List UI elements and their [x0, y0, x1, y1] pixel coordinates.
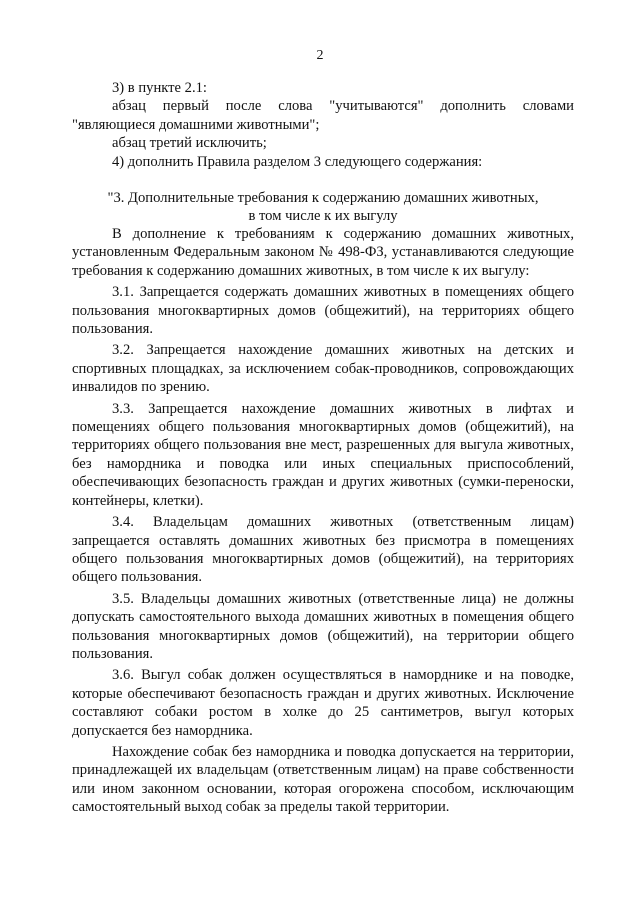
paragraph: 3.5. Владельцы домашних животных (ответственные лица) не должны допускать самостоятельного выхода домашних животных в помещения общего пользования многоквартирных домов (общежитий), на территории общего пользования. — [72, 590, 574, 662]
amendment-item: 3) в пункте 2.1: — [112, 80, 207, 96]
paragraph: 3.3. Запрещается нахождение домашних животных в лифтах и помещениях общего пользования многоквартирных домов (общежитий), на территориях общего пользования вне мест, разрешенных для выгула животных, без намордника и поводка или иных специальных приспособлений, обеспечивающих безопасность граждан и других животных (сумки-переноски, контейнеры, клетки). — [72, 400, 574, 509]
section-heading-line: в том числе к их выгулу — [248, 208, 398, 225]
amendment-item: 4) дополнить Правила разделом 3 следующего содержания: — [112, 153, 483, 170]
paragraph: 3.1. Запрещается содержать домашних животных в помещениях общего пользования многоквартирных домов (общежитий), на территориях общего пользования. — [72, 284, 574, 338]
paragraph: 3.6. Выгул собак должен осуществляться в наморднике и на поводке, которые обеспечивают безопасность граждан и других животных. Исключение составляют собаки ростом в холке до 25 сантиметров, выгул которых допускается без намордника. — [72, 667, 574, 739]
page-number: 2 — [316, 48, 324, 63]
amendment-item: абзац третий исключить; — [112, 135, 267, 152]
paragraph: Нахождение собак без намордника и поводка допускается на территории, принадлежащей их владельцам (ответственным лицам) на праве собственности или ином законном основании, которая огорожена способом, исключающим самостоятельный выход собак за пределы такой территории. — [72, 743, 574, 816]
paragraph: В дополнение к требованиям к содержанию домашних животных, установленным Федеральным законом № 498-ФЗ, устанавливаются следующие требования к содержанию домашних животных, в том числе к их выгулу: — [72, 226, 574, 279]
paragraph: 3.2. Запрещается нахождение домашних животных на детских и спортивных площадках, за исключением собак-проводников, сопровождающих инвалидов по зрению. — [72, 342, 574, 396]
paragraph: 3.4. Владельцам домашних животных (ответственным лицам) запрещается оставлять домашних животных без присмотра в помещениях общего пользования многоквартирных домов (общежитий), на территориях общего пользования. — [72, 514, 574, 586]
section-heading-line: "3. Дополнительные требования к содержанию домашних животных, — [107, 190, 539, 206]
section-body — [72, 225, 574, 817]
section-heading — [72, 189, 574, 226]
amendment-item: абзац первый после слова "учитываются" дополнить словами "являющиеся домашними животными"; — [72, 98, 574, 133]
amendments-block — [72, 79, 574, 171]
